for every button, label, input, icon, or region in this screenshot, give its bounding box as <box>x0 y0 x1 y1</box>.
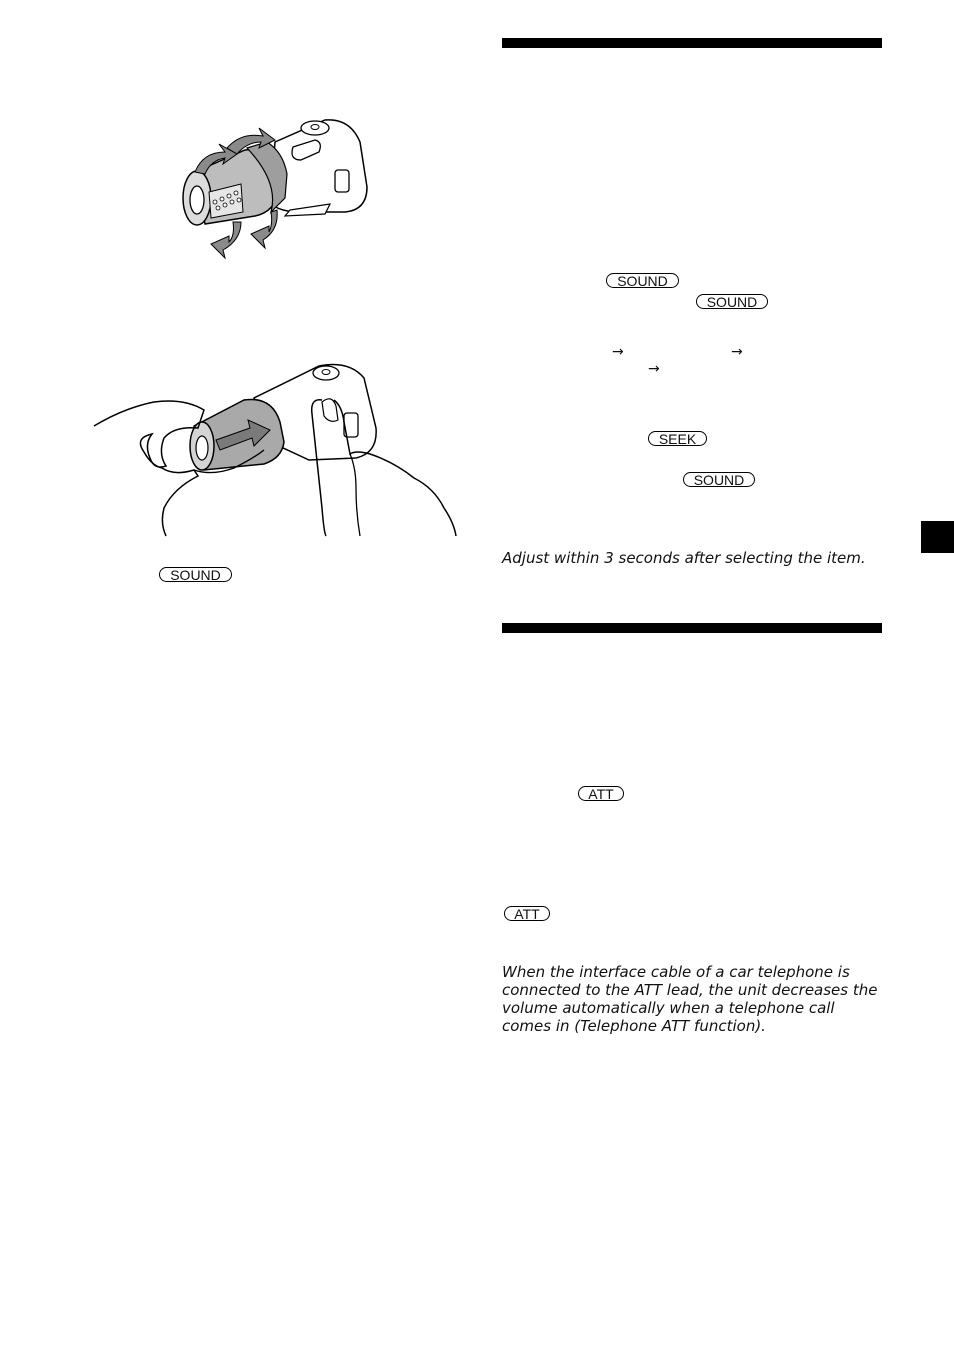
section-rule-top <box>502 38 882 48</box>
section-tab-marker <box>921 521 954 553</box>
att-button-label: ATT <box>578 786 624 801</box>
rotary-commander-push-illustration <box>94 358 459 538</box>
sound-button-label: SOUND <box>696 294 768 309</box>
sequence-arrow: → <box>731 344 743 360</box>
sequence-arrow: → <box>648 361 660 377</box>
seek-button-label: SEEK <box>648 431 707 446</box>
sound-button-label: SOUND <box>606 273 679 288</box>
adjust-note: Adjust within 3 seconds after selecting the item. <box>502 549 866 567</box>
sequence-arrow: → <box>612 344 624 360</box>
rotary-commander-rotate-illustration <box>175 112 375 257</box>
section-rule-middle <box>502 623 882 633</box>
sound-button-label: SOUND <box>159 567 232 582</box>
telephone-att-note: When the interface cable of a car telephone is connected to the ATT lead, the unit decreases the volume automatically when a telephone call comes in (Telephone ATT function). <box>502 963 878 1035</box>
sound-button-label: SOUND <box>683 472 755 487</box>
att-button-label: ATT <box>504 906 550 921</box>
